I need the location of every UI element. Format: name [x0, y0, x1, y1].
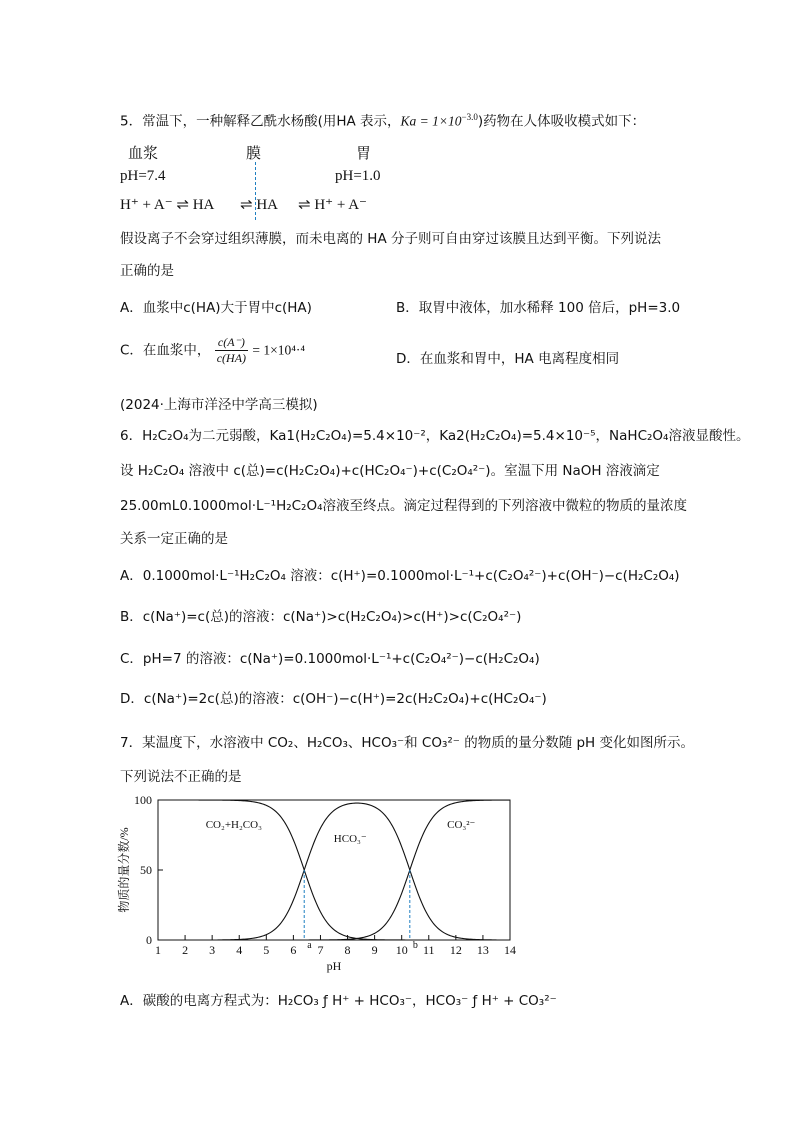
q5-note-line1: 假设离子不会穿过组织薄膜，而未电离的 HA 分子则可自由穿过该膜且达到平衡。下列说法: [120, 231, 661, 247]
x-tick-label: 12: [449, 943, 462, 957]
q5-option-c-fraction: $\frac{c(A^-)}{c(HA)}$: [216, 335, 247, 365]
q5-option-d: D．在血浆和胃中，HA 电离程度相同: [396, 351, 620, 367]
q6-line3: 25.00mL0.1000mol·L⁻¹H₂C₂O₄溶液至终点。滴定过程得到的下列溶液中微粒的物质的量浓度: [120, 498, 688, 514]
mark-label-b: b: [412, 940, 418, 951]
x-tick-label: 9: [371, 943, 378, 957]
q5-option-b: B．取胃中液体，加水稀释 100 倍后，pH=3.0: [396, 300, 681, 316]
q6-line4: 关系一定正确的是: [120, 531, 228, 547]
q7-line1: 7．某温度下，水溶液中 CO₂、H₂CO₃、HCO₃⁻和 CO₃²⁻ 的物质的量分数随 pH 变化如图所示。: [120, 735, 694, 751]
x-tick-label: 11: [422, 943, 435, 957]
q6-line1: 6．H₂C₂O₄为二元弱酸，Ka1(H₂C₂O₄)=5.4×10⁻²，Ka2(H₂C₂O₄)=5.4×10⁻⁵，NaHC₂O₄溶液显酸性。: [120, 428, 750, 444]
q6-option-d: D．c(Na⁺)=2c(总)的溶液：c(OH⁻)−c(H⁺)=2c(H₂C₂O₄)+c(HC₂O₄⁻): [120, 691, 547, 707]
equilibrium-left: H⁺ + A⁻ ⇌ HA: [120, 197, 215, 213]
x-tick-label: 4: [236, 943, 243, 957]
q6-option-b: B．c(Na⁺)=c(总)的溶液：c(Na⁺)>c(H₂C₂O₄)>c(H⁺)>c(C₂O₄²⁻): [120, 609, 522, 625]
equilibrium-right: ⇌ H⁺ + A⁻: [298, 197, 367, 213]
x-tick-label: 14: [504, 943, 516, 957]
equilibrium-mid: ⇌ HA: [240, 197, 278, 213]
source-note: (2024·上海市洋泾中学高三模拟): [120, 397, 318, 413]
ph-plasma: pH=7.4: [120, 168, 166, 184]
q6-option-a: A．0.1000mol·L⁻¹H₂C₂O₄ 溶液：c(H⁺)=0.1000mol·L⁻¹+c(C₂O₄²⁻)+c(OH⁻)−c(H₂C₂O₄): [120, 568, 680, 584]
x-tick-label: 6: [290, 943, 297, 957]
x-tick-label: 2: [182, 943, 189, 957]
mark-label-a: a: [307, 940, 312, 951]
y-tick-label: 0: [146, 933, 152, 947]
series-label-co3: CO₃²⁻: [447, 819, 476, 831]
q6-line2: 设 H₂C₂O₄ 溶液中 c(总)=c(H₂C₂O₄)+c(HC₂O₄⁻)+c(C₂O₄²⁻)。室温下用 NaOH 溶液滴定: [120, 463, 660, 479]
x-tick-label: 5: [263, 943, 270, 957]
series-label-hco3: HCO₃⁻: [333, 833, 367, 845]
q5-note-line2: 正确的是: [120, 263, 174, 279]
x-tick-label: 1: [155, 943, 161, 957]
x-tick-label: 3: [209, 943, 216, 957]
q5-option-a: A．血浆中c(HA)大于胃中c(HA): [120, 300, 312, 316]
x-tick-label: 7: [317, 943, 324, 957]
q7-option-a: A．碳酸的电离方程式为：H₂CO₃ ƒ H⁺ + HCO₃⁻，HCO₃⁻ ƒ H⁺ + CO₃²⁻: [120, 993, 557, 1009]
q5-stem: 5．常温下，一种解释乙酰水杨酸(用HA 表示，$Ka = 1\times 10^{-3.0}$)药物在人体吸收模式如下：: [120, 112, 646, 130]
label-membrane: 膜: [246, 144, 262, 162]
x-tick-label: 8: [344, 943, 351, 957]
label-plasma: 血浆: [128, 144, 159, 162]
q5-option-c: C．在血浆中， $\frac{c(A^-)}{c(HA)}$ = 1×10⁴·⁴: [120, 335, 306, 365]
series-label-co2-h2co3: CO₂+H₂CO₃: [205, 819, 262, 831]
q6-option-c: C．pH=7 的溶液：c(Na⁺)=0.1000mol·L⁻¹+c(C₂O₄²⁻)−c(H₂C₂O₄): [120, 651, 540, 667]
x-tick-label: 10: [395, 943, 408, 957]
q7-line2: 下列说法不正确的是: [120, 769, 242, 785]
y-axis-label: 物质的量分数/%: [117, 827, 131, 913]
x-axis-label: pH: [326, 959, 342, 973]
y-tick-label: 100: [134, 793, 152, 807]
speciation-chart: [110, 788, 540, 978]
label-stomach: 胃: [356, 144, 372, 162]
x-tick-label: 13: [476, 943, 489, 957]
y-tick-label: 50: [140, 863, 152, 877]
ph-stomach: pH=1.0: [335, 168, 381, 184]
